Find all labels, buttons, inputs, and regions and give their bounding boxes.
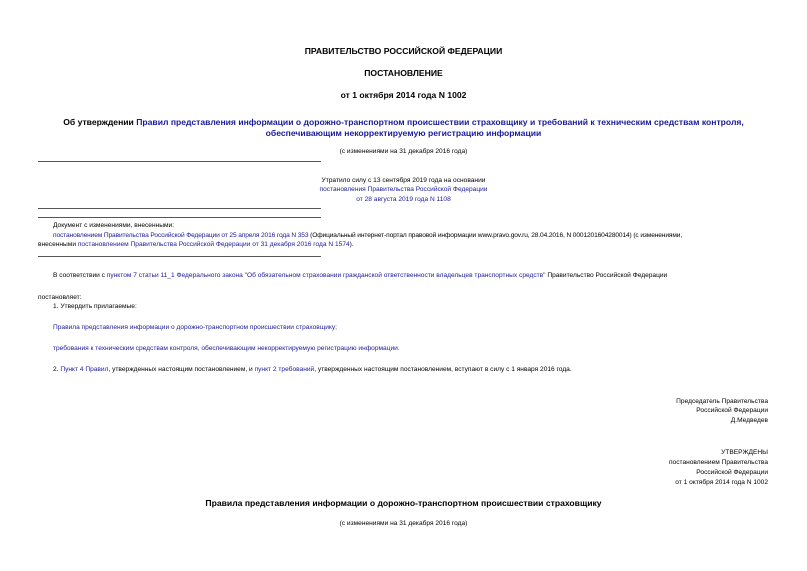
approved-date-number: от 1 октября 2014 года N 1002 — [675, 479, 768, 486]
federal-law-link[interactable]: пунктом 7 статьи 11_1 Федерального закона "Об обязательном страховании гражданской ответственности владельцев транспортных средств" — [106, 272, 546, 279]
preamble-post: Правительство Российской Федерации — [545, 272, 668, 279]
item-2 — [53, 365, 572, 374]
amended-line1 — [53, 231, 682, 240]
document-date-number: от 1 октября 2014 года N 1002 — [340, 90, 467, 100]
divider — [38, 161, 321, 162]
signature-position: Председатель Правительства — [676, 398, 768, 405]
approved-heading: УТВЕРЖДЕНЫ — [721, 449, 768, 456]
approved-by: постановлением Правительства — [668, 459, 768, 466]
document-title-line1 — [0, 117, 807, 127]
amendment-text: внесенными — [38, 241, 78, 248]
item-1: 1. Утвердить прилагаемые: — [53, 303, 137, 310]
changes-note: (с изменениями на 31 декабря 2016 года) — [339, 148, 468, 155]
preamble-pre: В соответствии с — [53, 272, 107, 279]
signature-country: Российской Федерации — [696, 407, 768, 414]
item-2-number: 2. — [53, 366, 61, 373]
void-notice-link[interactable]: постановления Правительства Российской Федерации — [319, 186, 488, 193]
void-notice-link-date[interactable]: от 28 августа 2019 года N 1108 — [356, 196, 451, 203]
amended-label: Документ с изменениями, внесенными: — [53, 222, 175, 229]
amended-line2 — [38, 240, 354, 249]
requirements-link[interactable]: требования к техническим средствам контроля, обеспечивающим некорректируемую регистрацию информации. — [53, 345, 400, 352]
rules-point-4-link[interactable]: Пункт 4 Правил — [60, 366, 109, 373]
void-notice-text: Утратило силу с 13 сентября 2019 года на основании — [321, 177, 486, 184]
approved-country: Российской Федерации — [696, 469, 768, 476]
rules-changes-note: (с изменениями на 31 декабря 2016 года) — [339, 520, 468, 527]
government-heading: ПРАВИТЕЛЬСТВО РОССИЙСКОЙ ФЕДЕРАЦИИ — [304, 46, 503, 56]
title-prefix: Об утверждении — [63, 117, 137, 127]
signature-name: Д.Медведев — [730, 417, 768, 424]
title-rules-link-cont[interactable]: обеспечивающим некорректируемую регистрацию информации — [265, 128, 542, 138]
rules-title: Правила представления информации о дорожно-транспортном происшествии страховщику — [205, 498, 602, 508]
amendment-text-end: ). — [349, 241, 354, 248]
document-type-heading: ПОСТАНОВЛЕНИЕ — [364, 68, 443, 78]
item-2-post: , утвержденных настоящим постановлением, вступают в силу с 1 января 2016 года. — [314, 366, 572, 373]
document-title-line2 — [0, 128, 807, 138]
decrees-text: постановляет: — [38, 294, 82, 301]
amendment-source-text: (Официальный интернет-портал правовой информации www.pravo.gov.ru, 28.04.2016, N 0001201604280014) (с изменениями, — [308, 232, 683, 239]
divider — [38, 208, 321, 209]
item-2-mid: , утвержденных настоящим постановлением, и — [108, 366, 255, 373]
divider — [38, 256, 321, 257]
divider — [38, 217, 321, 218]
rules-link[interactable]: Правила представления информации о дорожно-транспортном происшествии страховщику; — [53, 324, 338, 331]
amendment-link-1574[interactable]: постановлением Правительства Российской Федерации от 31 декабря 2016 года N 1574 — [77, 241, 350, 248]
requirements-point-2-link[interactable]: пункт 2 требований — [254, 366, 315, 373]
amendment-link-353[interactable]: постановлением Правительства Российской Федерации от 25 апреля 2016 года N 353 — [53, 232, 309, 239]
title-rules-link[interactable]: Правил представления информации о дорожно-транспортном происшествии страховщику и требований к техническим средствам контроля, — [136, 117, 744, 127]
preamble — [53, 271, 667, 280]
